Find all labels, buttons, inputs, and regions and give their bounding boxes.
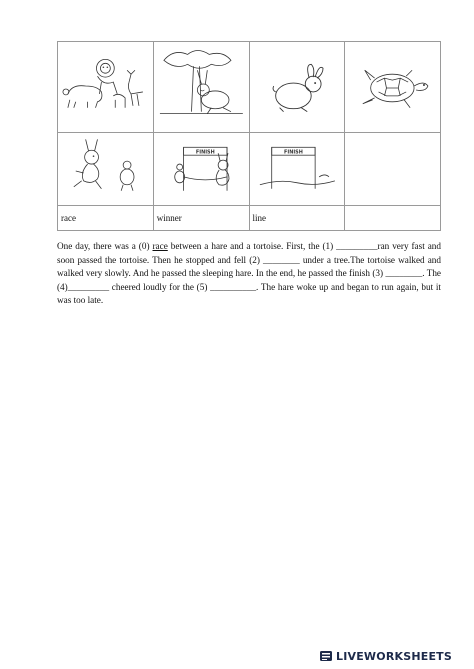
image-row <box>58 133 441 206</box>
word-row <box>58 206 441 231</box>
finish-banner-text: FINISH <box>195 149 215 156</box>
empty-image-cell <box>345 133 441 206</box>
finish-line-picture <box>250 133 345 205</box>
tortoise-at-finish-picture <box>154 133 249 205</box>
hare-and-tortoise-picture <box>58 133 153 205</box>
image-cell <box>153 42 249 133</box>
rabbit-picture <box>250 42 345 132</box>
word-cell-4 <box>345 206 441 231</box>
example-answer: race <box>152 241 168 251</box>
footer-brand <box>319 649 452 663</box>
animals-racing-picture <box>58 42 153 132</box>
story-text-start: One day, there was a (0) <box>57 241 153 251</box>
image-cell <box>58 42 154 133</box>
word-cell-1: race <box>58 206 154 231</box>
story-text-rest: between a hare and a tortoise. First, the (1) _________ran very fast and soon passed the tortoise. Then he stopped and fell (2) ________ under a tree.The tortoise walked and walked very slowly. And he passed the sleeping hare. In the end, he passed the finish (3) ________. The (4)_________ cheered loudly for the (5) __________. The hare woke up and began to run again, but it was too late. <box>57 241 441 306</box>
story-paragraph <box>57 240 441 308</box>
image-cell <box>249 42 345 133</box>
word-cell-2: winner <box>153 206 249 231</box>
image-cell <box>249 133 345 206</box>
liveworksheets-logo-icon <box>319 649 333 663</box>
image-cell <box>345 42 441 133</box>
finish-banner-text: FINISH <box>283 149 303 156</box>
hare-sleeping-under-tree-picture <box>154 42 249 132</box>
image-cell <box>58 133 154 206</box>
word-cell-3: line <box>249 206 345 231</box>
image-row <box>58 42 441 133</box>
vocabulary-table <box>57 41 441 231</box>
turtle-picture <box>345 42 440 132</box>
image-cell <box>153 133 249 206</box>
brand-name: LIVEWORKSHEETS <box>336 649 452 663</box>
